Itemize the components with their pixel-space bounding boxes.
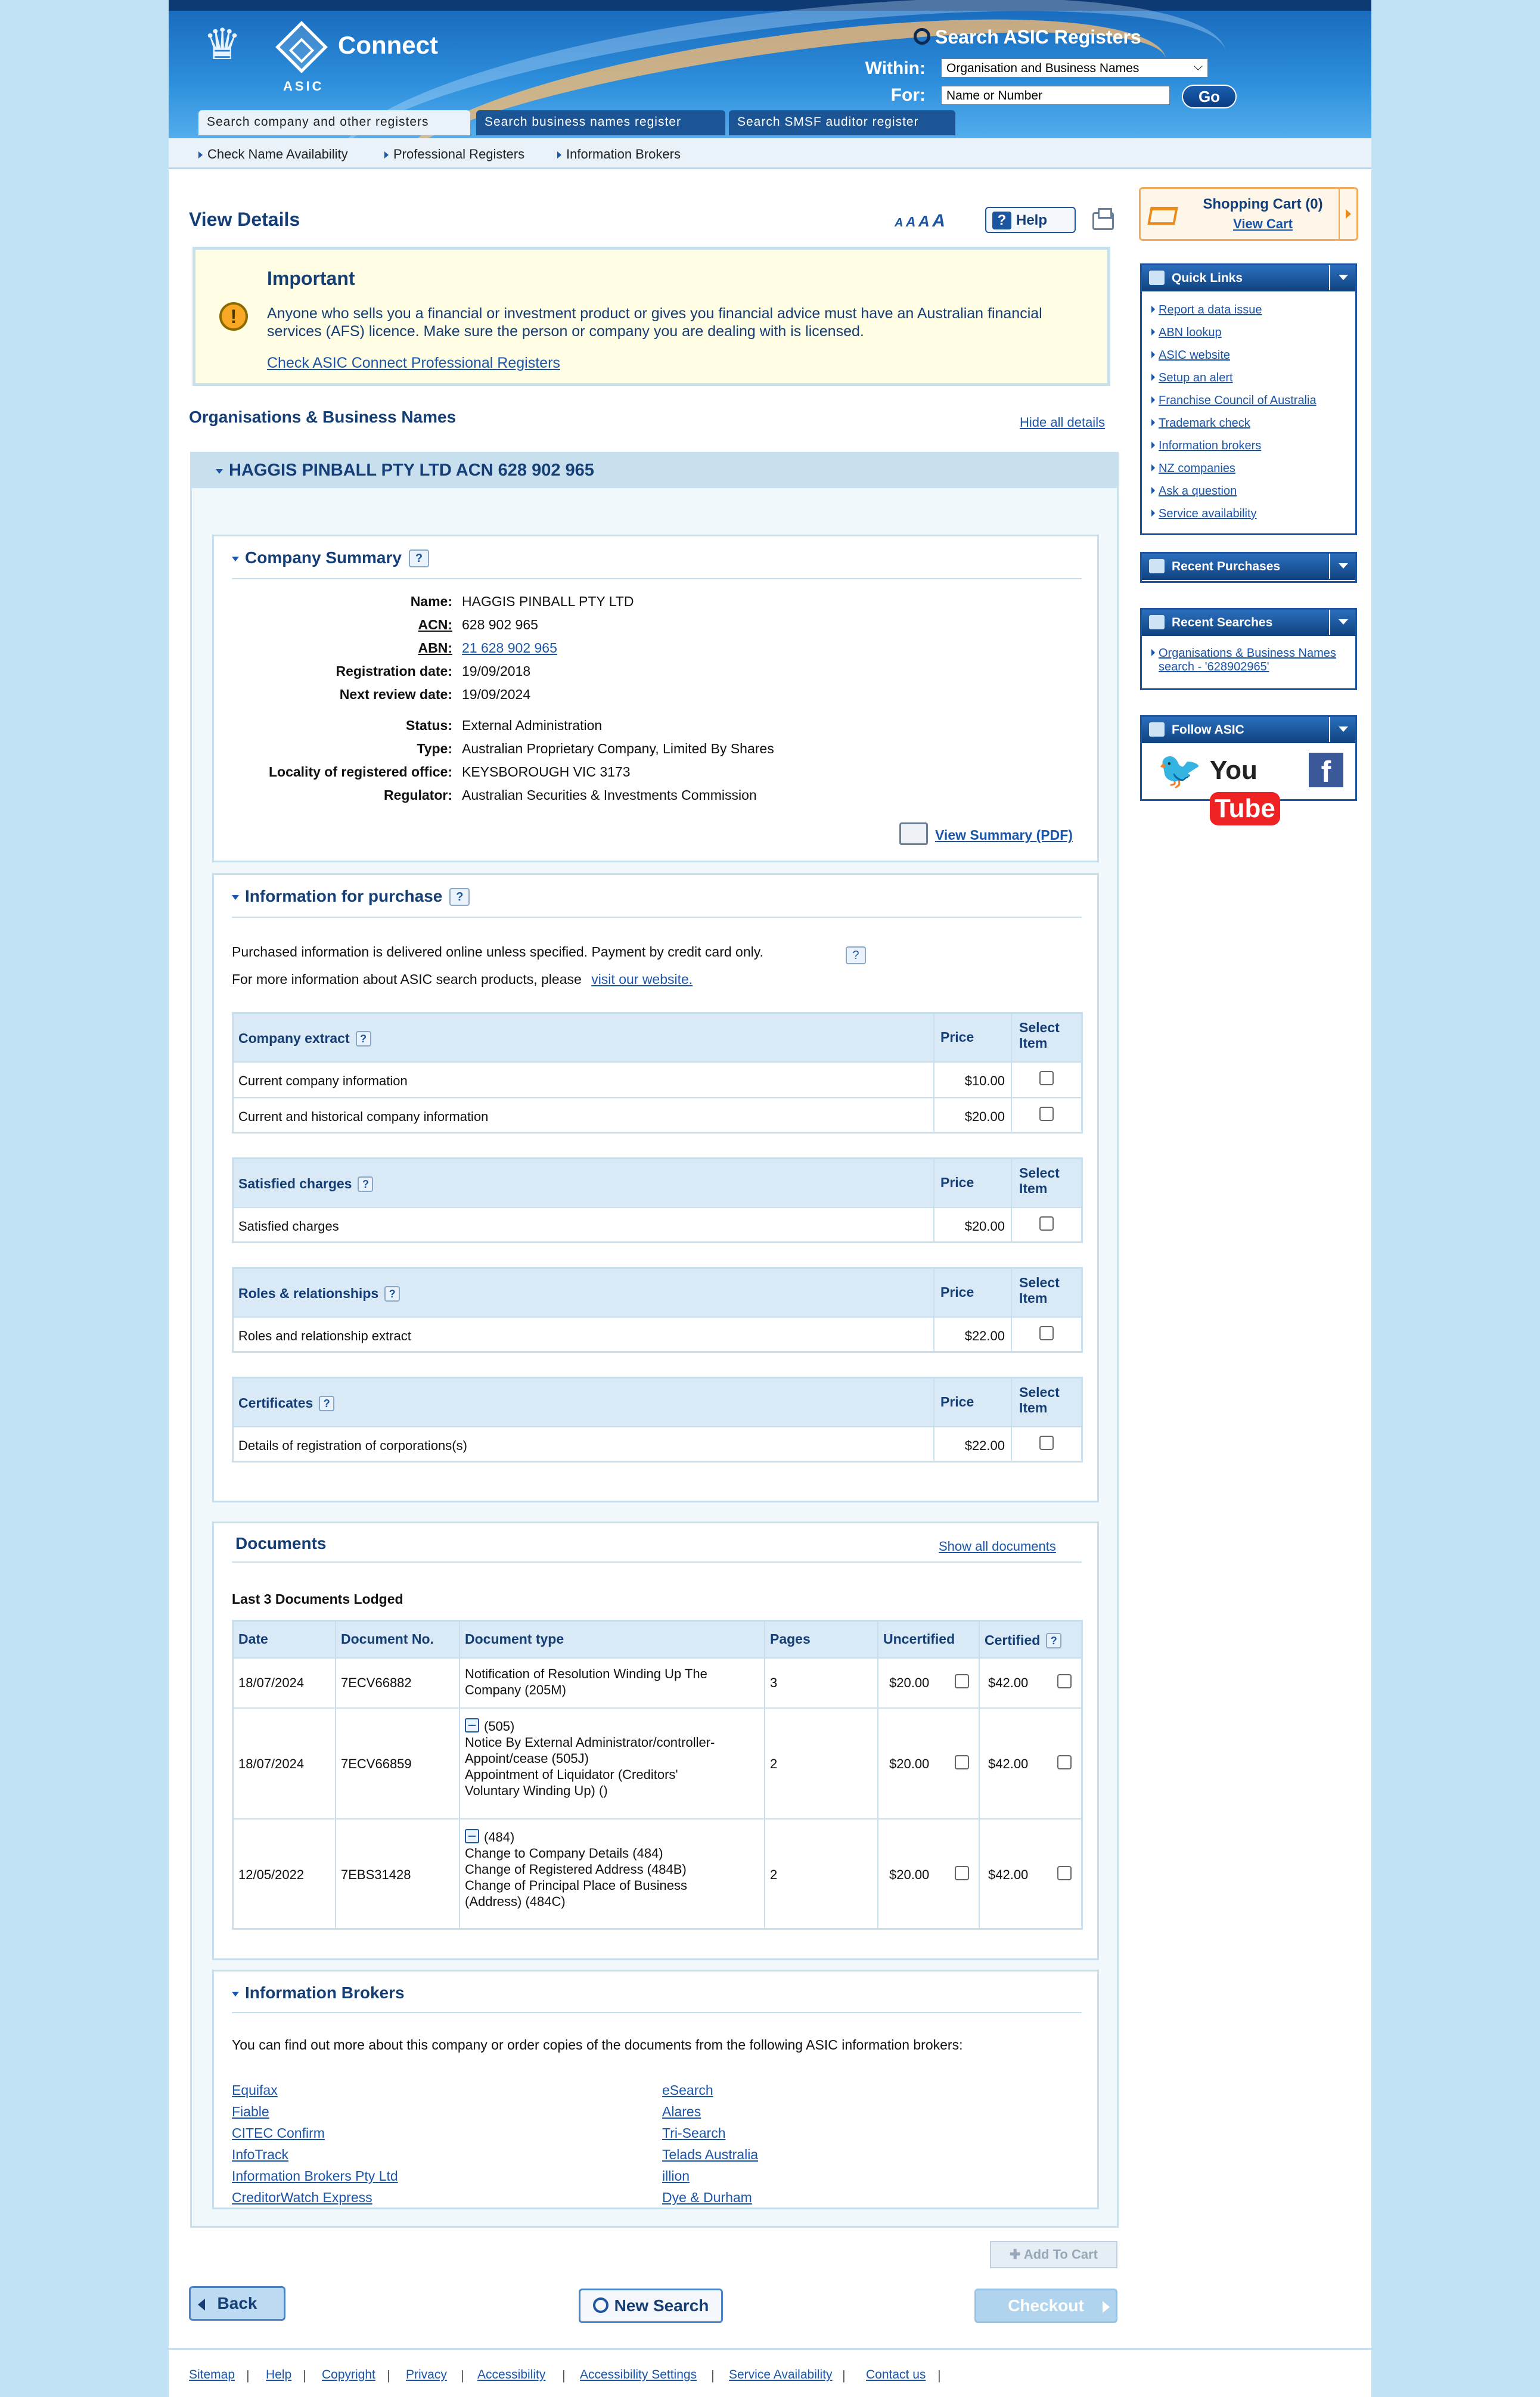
broker-link[interactable]: InfoTrack xyxy=(232,2147,289,2162)
footer-link-copyright[interactable]: Copyright xyxy=(322,2368,375,2382)
visit-website-link[interactable]: visit our website. xyxy=(591,971,693,987)
view-summary-pdf-link[interactable]: View Summary (PDF) xyxy=(935,827,1073,843)
select-item-header: Select Item xyxy=(1019,1020,1060,1051)
recent-search-link[interactable]: Organisations & Business Names search - '628902965' xyxy=(1159,647,1336,673)
select-checkbox[interactable] xyxy=(1039,1216,1054,1231)
caret-down-icon xyxy=(232,895,239,900)
asic-logo-icon[interactable] xyxy=(275,21,328,73)
select-checkbox[interactable] xyxy=(1039,1436,1054,1450)
broker-link[interactable]: Equifax xyxy=(232,2082,278,2098)
new-search-button[interactable]: New Search xyxy=(579,2289,723,2323)
cart-icon xyxy=(1147,207,1178,225)
caret-down-icon xyxy=(216,469,223,474)
twitter-icon[interactable]: 🐦 xyxy=(1157,750,1202,790)
facebook-icon[interactable]: f xyxy=(1309,753,1343,787)
recent-purchases-header: Recent Purchases xyxy=(1142,554,1355,580)
table-row: Roles and relationship extract $22.00 xyxy=(234,1317,1081,1352)
youtube-icon[interactable]: YouTube xyxy=(1210,752,1298,790)
table-row: 18/07/2024 7ECV66859 (505) Notice By External Administrator/controller- Appoint/cease (505J) Appointment of Liquidator (Creditors' Voluntary Winding Up) () 2 $20.00 $42.00 xyxy=(234,1707,1081,1818)
back-button[interactable]: Back xyxy=(189,2286,285,2321)
help-icon[interactable]: ? xyxy=(358,1176,373,1192)
shopping-cart xyxy=(1139,187,1358,241)
table-row: 18/07/2024 7ECV66882 Notification of Resolution Winding Up The Company (205M) 3 $20.00 $42.00 xyxy=(234,1657,1081,1707)
quick-link-nz-companies[interactable]: NZ companies xyxy=(1159,462,1235,475)
company-extract-header: Company extract ? xyxy=(238,1030,371,1047)
caret-down-icon xyxy=(232,557,239,561)
locality-label: Locality of registered office: xyxy=(268,764,452,780)
help-icon[interactable]: ? xyxy=(356,1031,371,1047)
help-icon[interactable]: ? xyxy=(319,1396,334,1411)
certified-checkbox[interactable] xyxy=(1057,1674,1072,1688)
footer: Sitemap | Help | Copyright | Privacy | Accessibility | Accessibility Settings | Service Availability | Contact us | xyxy=(169,2348,1371,2397)
shopping-cart-title: Shopping Cart (0) xyxy=(1203,196,1323,212)
hide-all-details-link[interactable]: Hide all details xyxy=(1020,415,1106,430)
within-select[interactable]: Organisation and Business Names ⌵ xyxy=(941,58,1208,77)
certified-checkbox[interactable] xyxy=(1057,1755,1072,1769)
for-label: For: xyxy=(890,85,926,105)
regulator-value: Australian Securities & Investments Commission xyxy=(462,787,757,803)
certificates-table: Certificates ? Price Select Item Details of registration of corporations(s) $22.00 xyxy=(232,1377,1083,1463)
satisfied-charges-header: Satisfied charges ? xyxy=(238,1176,373,1192)
help-icon[interactable]: ? xyxy=(409,549,429,567)
broker-link[interactable]: CreditorWatch Express xyxy=(232,2190,372,2205)
footer-link-accessibility[interactable]: Accessibility xyxy=(477,2368,546,2382)
type-value: Australian Proprietary Company, Limited By Shares xyxy=(462,741,774,756)
help-button[interactable]: ? Help xyxy=(985,207,1076,233)
information-for-purchase-box xyxy=(212,873,1099,1502)
footer-link-sitemap[interactable]: Sitemap xyxy=(189,2368,235,2382)
quick-link-report-data-issue[interactable]: Report a data issue xyxy=(1159,303,1262,316)
quick-links-header: Quick Links xyxy=(1142,265,1355,291)
footer-link-accessibility-settings[interactable]: Accessibility Settings xyxy=(580,2368,697,2382)
broker-link[interactable]: Information Brokers Pty Ltd xyxy=(232,2168,398,2184)
check-professional-registers-link[interactable]: Check ASIC Connect Professional Registers xyxy=(267,355,560,371)
certified-checkbox[interactable] xyxy=(1057,1866,1072,1880)
quick-links-panel xyxy=(1140,263,1357,535)
show-all-documents-link[interactable]: Show all documents xyxy=(939,1539,1056,1554)
search-icon xyxy=(1149,615,1165,629)
brokers-intro: You can find out more about this company or order copies of the documents from the following ASIC information brokers: xyxy=(232,2037,963,2053)
tab-search-business-names[interactable]: Search business names register xyxy=(476,110,725,135)
sub-navigation xyxy=(169,138,1371,169)
broker-link[interactable]: Dye & Durham xyxy=(662,2190,752,2205)
within-label: Within: xyxy=(865,58,926,78)
checkout-button[interactable]: Checkout xyxy=(974,2289,1117,2323)
tab-search-smsf-auditor[interactable]: Search SMSF auditor register xyxy=(729,110,955,135)
select-checkbox[interactable] xyxy=(1039,1107,1054,1121)
table-row: Current company information $10.00 xyxy=(234,1061,1081,1097)
chevron-down-icon[interactable] xyxy=(1329,265,1355,290)
type-label: Type: xyxy=(417,741,452,756)
select-checkbox[interactable] xyxy=(1039,1071,1054,1085)
broker-link[interactable]: Tri-Search xyxy=(662,2125,726,2141)
status-label: Status: xyxy=(406,718,452,733)
uncertified-checkbox[interactable] xyxy=(955,1866,969,1880)
subnav-professional-registers[interactable]: Professional Registers xyxy=(384,147,524,162)
chevron-down-icon[interactable] xyxy=(1329,610,1355,635)
quick-link-information-brokers[interactable]: Information brokers xyxy=(1159,439,1262,452)
roles-relationships-header: Roles & relationships ? xyxy=(238,1286,400,1302)
page xyxy=(169,0,1371,2397)
documents-table: Date Document No. Document type Pages Uncertified Certified ? 18/07/2024 7ECV66882 Notification of Resolution Winding Up The Company (205M) 3 $20.00 $42.00 18/07/2024 7ECV66859 (505) Notice By External Administrator/controller- Appoint/cease (505J) Appointment of Liquidator (Creditors' Voluntary Winding Up) () 2 $20.00 $42.00 12/05/2022 7EBS31428 (484) Change to Company Details (484) Change of Registered Address (484B) Change of Principal Place of Business (Address) (484C) 2 $20.00 $42.00 xyxy=(232,1620,1083,1930)
quick-link-trademark-check[interactable]: Trademark check xyxy=(1159,417,1250,430)
broker-link[interactable]: Fiable xyxy=(232,2104,269,2119)
next-review-date-value: 19/09/2024 xyxy=(462,687,531,702)
quick-link-setup-alert[interactable]: Setup an alert xyxy=(1159,371,1233,384)
help-icon[interactable]: ? xyxy=(846,946,866,964)
uncertified-checkbox[interactable] xyxy=(955,1674,969,1688)
go-button[interactable]: Go xyxy=(1182,85,1237,108)
table-row: Satisfied charges $20.00 xyxy=(234,1207,1081,1243)
pdf-icon[interactable] xyxy=(899,822,928,845)
company-summary-title[interactable]: Company Summary ? xyxy=(232,548,429,567)
chevron-right-icon[interactable] xyxy=(1339,189,1356,239)
help-icon[interactable]: ? xyxy=(384,1286,400,1302)
collapse-icon[interactable] xyxy=(465,1829,479,1843)
documents-box xyxy=(212,1522,1099,1960)
table-row: Current and historical company information $20.00 xyxy=(234,1097,1081,1133)
follow-asic-header: Follow ASIC xyxy=(1142,717,1355,743)
table-row: 12/05/2022 7EBS31428 (484) Change to Company Details (484) Change of Registered Address (484B) Change of Principal Place of Business (Address) (484C) 2 $20.00 $42.00 xyxy=(234,1818,1081,1928)
registration-date-label: Registration date: xyxy=(336,663,452,679)
add-to-cart-button[interactable]: ✚ Add To Cart xyxy=(990,2241,1117,2268)
chevron-down-icon: ⌵ xyxy=(1193,60,1203,73)
next-review-date-label: Next review date: xyxy=(339,687,452,702)
header xyxy=(169,0,1371,138)
coat-of-arms-icon: ♛ xyxy=(203,21,242,69)
connect-logo-text[interactable]: Connect xyxy=(338,31,438,59)
important-notice xyxy=(192,247,1110,386)
uncertified-checkbox[interactable] xyxy=(955,1755,969,1769)
subnav-information-brokers[interactable]: Information Brokers xyxy=(557,147,681,162)
roles-relationships-table: Roles & relationships ? Price Select Item Roles and relationship extract $22.00 xyxy=(232,1267,1083,1353)
quick-link-abn-lookup[interactable]: ABN lookup xyxy=(1159,326,1222,339)
company-header[interactable]: HAGGIS PINBALL PTY LTD ACN 628 902 965 xyxy=(192,454,1117,488)
print-icon[interactable] xyxy=(1092,212,1114,230)
search-icon xyxy=(593,2297,608,2313)
company-summary-box xyxy=(212,535,1099,862)
recent-searches-header: Recent Searches xyxy=(1142,610,1355,636)
help-icon[interactable]: ? xyxy=(1046,1633,1061,1648)
quick-link-ask-question[interactable]: Ask a question xyxy=(1159,485,1237,498)
people-icon xyxy=(1149,722,1165,737)
help-icon: ? xyxy=(992,212,1011,229)
warning-icon: ! xyxy=(219,302,248,331)
important-title: Important xyxy=(267,268,355,289)
caret-down-icon xyxy=(232,1992,239,1997)
search-icon xyxy=(914,28,930,45)
satisfied-charges-table: Satisfied charges ? Price Select Item Satisfied charges $20.00 xyxy=(232,1157,1083,1243)
registration-date-value: 19/09/2018 xyxy=(462,663,531,679)
broker-link[interactable]: Telads Australia xyxy=(662,2147,759,2162)
help-icon[interactable]: ? xyxy=(449,888,470,906)
subnav-check-name-availability[interactable]: Check Name Availability xyxy=(198,147,348,162)
certificates-header: Certificates ? xyxy=(238,1395,334,1411)
broker-link[interactable]: Alares xyxy=(662,2104,701,2119)
footer-link-service-availability[interactable]: Service Availability xyxy=(729,2368,833,2382)
status-value: External Administration xyxy=(462,718,603,733)
collapse-icon[interactable] xyxy=(465,1718,479,1732)
footer-link-contact-us[interactable]: Contact us xyxy=(866,2368,926,2382)
acn-label: ACN: xyxy=(418,617,452,632)
broker-link[interactable]: illion xyxy=(662,2168,690,2184)
table-row: Details of registration of corporations(s) $22.00 xyxy=(234,1426,1081,1462)
purchase-info-text: Purchased information is delivered online unless specified. Payment by credit card only. xyxy=(232,944,763,960)
price-header: Price xyxy=(940,1029,974,1045)
select-checkbox[interactable] xyxy=(1039,1326,1054,1340)
recent-purchases-panel xyxy=(1140,552,1357,583)
quick-link-franchise-council[interactable]: Franchise Council of Australia xyxy=(1159,394,1317,407)
section-title: Organisations & Business Names xyxy=(189,408,457,426)
acn-value: 628 902 965 xyxy=(462,617,538,632)
regulator-label: Regulator: xyxy=(384,787,452,803)
documents-subtitle: Last 3 Documents Lodged xyxy=(232,1591,403,1607)
chevron-down-icon[interactable] xyxy=(1329,717,1355,742)
quick-link-asic-website[interactable]: ASIC website xyxy=(1159,349,1231,362)
follow-asic-panel xyxy=(1140,715,1357,823)
information-brokers-title[interactable]: Information Brokers xyxy=(232,1983,405,2002)
asic-logo-text: ASIC xyxy=(283,79,324,94)
locality-value: KEYSBOROUGH VIC 3173 xyxy=(462,764,631,780)
view-cart-link[interactable]: View Cart xyxy=(1233,216,1293,231)
quick-link-service-availability[interactable]: Service availability xyxy=(1159,507,1257,520)
broker-link[interactable]: eSearch xyxy=(662,2082,713,2098)
footer-link-help[interactable]: Help xyxy=(266,2368,292,2382)
font-size-controls[interactable]: A A A A xyxy=(895,211,945,231)
recent-searches-panel xyxy=(1140,608,1357,690)
chevron-down-icon[interactable] xyxy=(1329,554,1355,579)
coins-icon xyxy=(1149,559,1165,573)
abn-label: ABN: xyxy=(418,640,452,656)
tab-search-company[interactable]: Search company and other registers xyxy=(198,110,470,135)
search-input[interactable]: Name or Number xyxy=(941,86,1170,105)
documents-title: Documents xyxy=(235,1534,327,1553)
company-extract-table xyxy=(232,1012,1083,1134)
information-brokers-box xyxy=(212,1970,1099,2209)
information-for-purchase-title[interactable]: Information for purchase ? xyxy=(232,887,470,906)
purchase-more-info: For more information about ASIC search products, please visit our website. xyxy=(232,971,693,987)
abn-link[interactable]: 21 628 902 965 xyxy=(462,640,557,656)
footer-link-privacy[interactable]: Privacy xyxy=(406,2368,447,2382)
name-value: HAGGIS PINBALL PTY LTD xyxy=(462,594,634,609)
important-text: Anyone who sells you a financial or investment product or gives you financial advice must have an Australian financial services (AFS) licence. Make sure the person or company you are dealing with is licensed. xyxy=(267,305,1042,340)
name-label: Name: xyxy=(410,594,452,609)
links-icon xyxy=(1149,271,1165,285)
company-panel xyxy=(190,452,1119,2228)
search-registers-title: Search ASIC Registers xyxy=(914,26,1141,48)
page-title: View Details xyxy=(189,209,300,230)
broker-link[interactable]: CITEC Confirm xyxy=(232,2125,325,2141)
